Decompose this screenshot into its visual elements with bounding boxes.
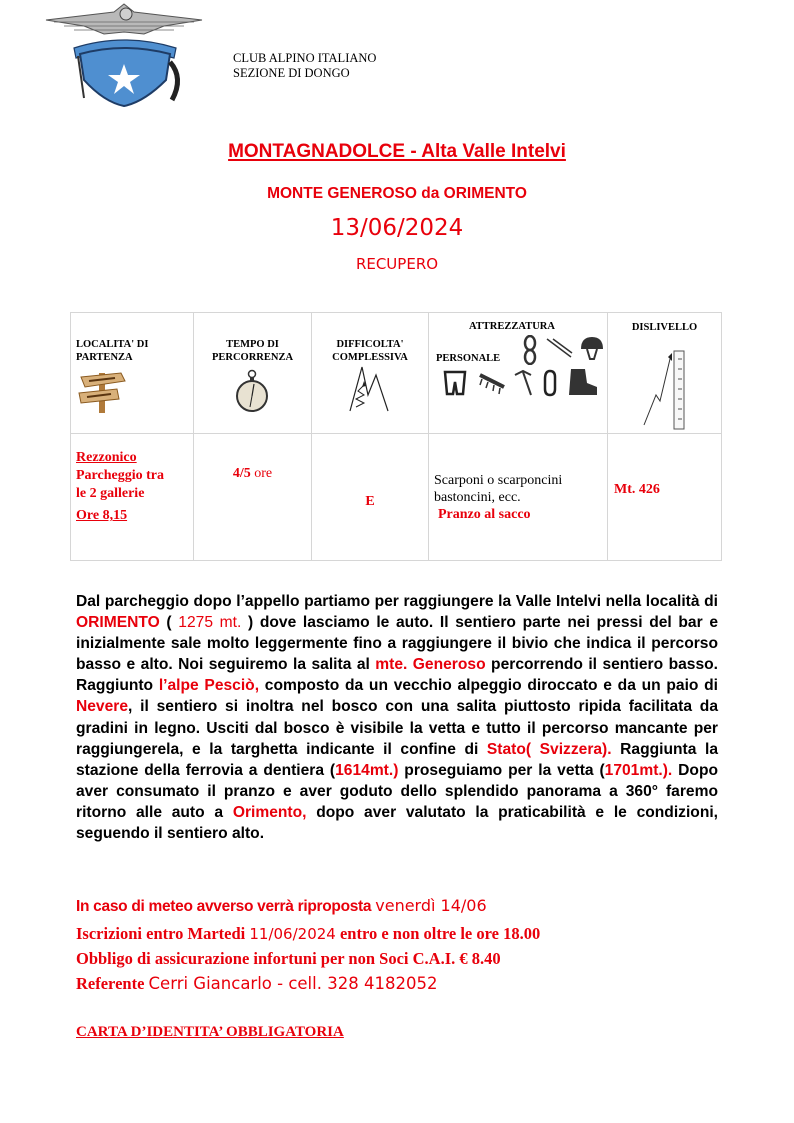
route-title: MONTE GENEROSO da ORIMENTO — [267, 185, 527, 202]
info-table — [70, 312, 722, 561]
ice-axe-icon — [513, 369, 535, 397]
referent-notice: Referente Cerri Giancarlo - cell. 328 4182052 — [76, 974, 438, 993]
ski-poles-icon — [545, 337, 573, 359]
table-data-row — [71, 434, 722, 561]
cai-logo — [44, 2, 204, 108]
start-time: Ore 8,15 — [76, 508, 128, 523]
header-attrezzatura: ATTREZZATURA PERSONALE — [429, 313, 608, 434]
start-detail-1: Parcheggio tra — [76, 468, 164, 483]
crampons-icon — [477, 369, 507, 395]
program-title: MONTAGNADOLCE - Alta Valle Intelvi — [228, 141, 566, 162]
club-name: CLUB ALPINO ITALIANO — [233, 51, 377, 65]
equipment-line-1: Scarponi o scarponcini — [434, 473, 563, 488]
lunch-note: Pranzo al sacco — [438, 507, 531, 522]
header-difficolta: DIFFICOLTA' COMPLESSIVA — [312, 313, 429, 434]
table-header-row — [71, 313, 722, 434]
registration-notice: Iscrizioni entro Martedi 11/06/2024 entro e non oltre le ore 18.00 — [76, 924, 541, 943]
header-localita: LOCALITA' DI PARTENZA — [71, 313, 194, 434]
cell-dislivello — [608, 434, 722, 561]
header-dislivello: DISLIVELLO — [608, 313, 722, 434]
event-date: 13/06/2024 — [330, 215, 464, 241]
elevation-gain: Mt. 426 — [614, 482, 660, 497]
cell-attrezzatura — [429, 434, 608, 561]
duration-unit: ore — [254, 466, 273, 481]
boot-icon — [567, 367, 599, 397]
difficulty-grade: E — [365, 494, 375, 509]
elevation-ruler-icon — [642, 349, 688, 431]
event-note: RECUPERO — [355, 255, 439, 273]
stopwatch-icon — [234, 369, 270, 413]
harness-icon — [441, 368, 469, 396]
carabiner-icon — [543, 369, 557, 397]
cell-difficolta — [312, 434, 429, 561]
duration-value: 4/5 — [232, 466, 251, 481]
rope-icon — [522, 335, 538, 365]
club-header — [233, 51, 376, 81]
start-detail-2: le 2 gallerie — [76, 486, 145, 501]
route-description: Dal parcheggio dopo l’appello partiamo per raggiungere la Valle Intelvi nella località di ORIMENTO ( 1275 mt. ) dove lasciamo le auto. Il sentiero parte nei pressi del bar e inizialmente sale molto leggermente fino a raggiungere il bivio che indica il percorso basso e alto. Noi seguiremo la salita al mte. Generoso percorrendo il sentiero basso. Raggiunto l’alpe Pesciò, composto da un vecchio alpeggio diroccato e da un paio di Nevere, il sentiero si inoltra nel bosco con una salita piuttosto ripida facilitata da gradini in legno. Usciti dal bosco è visibile la vetta e tutto il percorso mancante per raggiungerela, e la targhetta indicante il confine di Stato( Svizzera). Raggiunta la stazione della ferrovia a dentiera (1614mt.) proseguiamo per la vetta (1701mt.). Dopo aver consumato il pranzo e aver goduto dello splendido panorama a 360° faremo ritorno alle auto a Orimento, dopo aver valutato la praticabilità e le condizioni, seguendo il sentiero alto. — [76, 593, 719, 843]
weather-notice: In caso di meteo avverso verrà riproposta venerdì 14/06 — [76, 896, 487, 915]
signpost-icon — [77, 369, 127, 413]
weather-date: venerdì 14/06 — [375, 896, 487, 915]
registration-date: 11/06/2024 — [249, 925, 336, 943]
cell-tempo — [194, 434, 312, 561]
insurance-notice: Obbligo di assicurazione infortuni per non Soci C.A.I. € 8.40 — [76, 949, 501, 968]
id-required-notice: CARTA D’IDENTITA’ OBBLIGATORIA — [76, 1024, 344, 1040]
header-tempo: TEMPO DI PERCORRENZA — [194, 313, 312, 434]
referent-contact: Cerri Giancarlo - cell. 328 4182052 — [148, 974, 438, 993]
equipment-line-2: bastoncini, ecc. — [434, 490, 521, 505]
mountain-icon — [348, 365, 392, 413]
club-section: SEZIONE DI DONGO — [233, 66, 350, 80]
cell-localita — [71, 434, 194, 561]
helmet-icon — [579, 335, 605, 361]
start-place: Rezzonico — [76, 450, 137, 465]
